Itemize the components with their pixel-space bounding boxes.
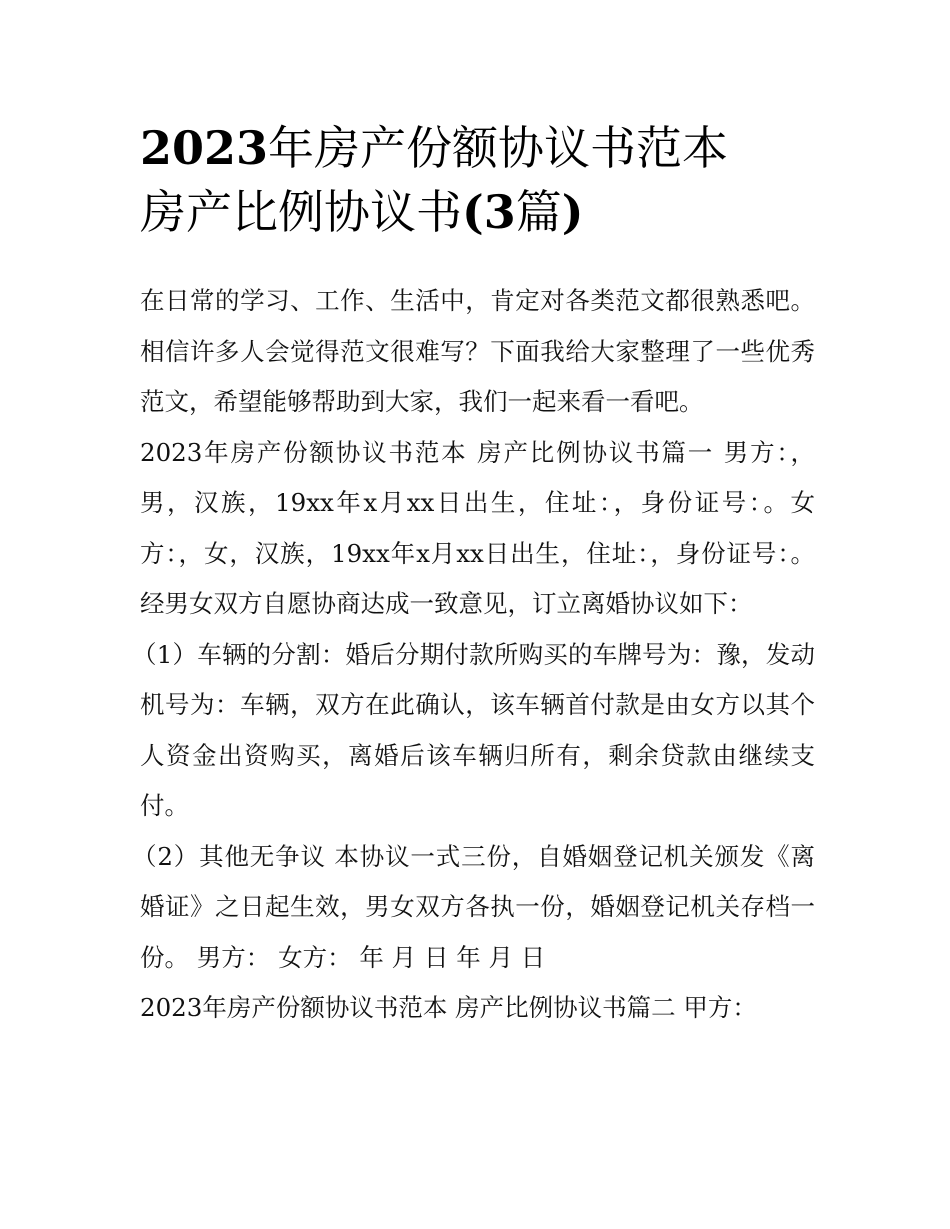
title-year: 2023: [140, 121, 269, 175]
paragraph-agreement-one: 2023年房产份额协议书范本 房产比例协议书篇一 男方：，男，汉族，19xx年x月xx日出生，住址：，身份证号：。女方：，女，汉族，19xx年x月xx日出生，住址：，身份证号：。 经男女双方自愿协商达成一致意见，订立离婚协议如下：: [140, 437, 815, 618]
title-count-close: ): [561, 185, 584, 239]
document-title: [140, 116, 840, 244]
paragraph-vehicle: （1）车辆的分割：婚后分期付款所购买的车牌号为：豫，发动机号为：车辆，双方在此确认，该车辆首付款是由女方以其个人资金出资购买，离婚后该车辆归所有，剩余贷款由继续支付。: [132, 639, 815, 820]
paragraph-intro: 在日常的学习、工作、生活中，肯定对各类范文都很熟悉吧。相信许多人会觉得范文很难写？下面我给大家整理了一些优秀范文，希望能够帮助到大家，我们一起来看一看吧。: [140, 286, 815, 416]
title-line1-text: 年房产份额协议书范本: [268, 121, 729, 175]
paragraph-other: （2）其他无争议 本协议一式三份，自婚姻登记机关颁发《离婚证》之日起生效，男女双方各执一份，婚姻登记机关存档一份。 男方： 女方： 年 月 日 年 月 日: [132, 841, 815, 972]
document-body: [132, 276, 815, 1034]
title-count-unit: 篇: [515, 185, 562, 239]
paragraph-agreement-two: 2023年房产份额协议书范本 房产比例协议书篇二 甲方：: [140, 993, 757, 1022]
title-line2-text: 房产比例协议书: [140, 185, 462, 239]
title-count-open: (3: [462, 185, 516, 239]
